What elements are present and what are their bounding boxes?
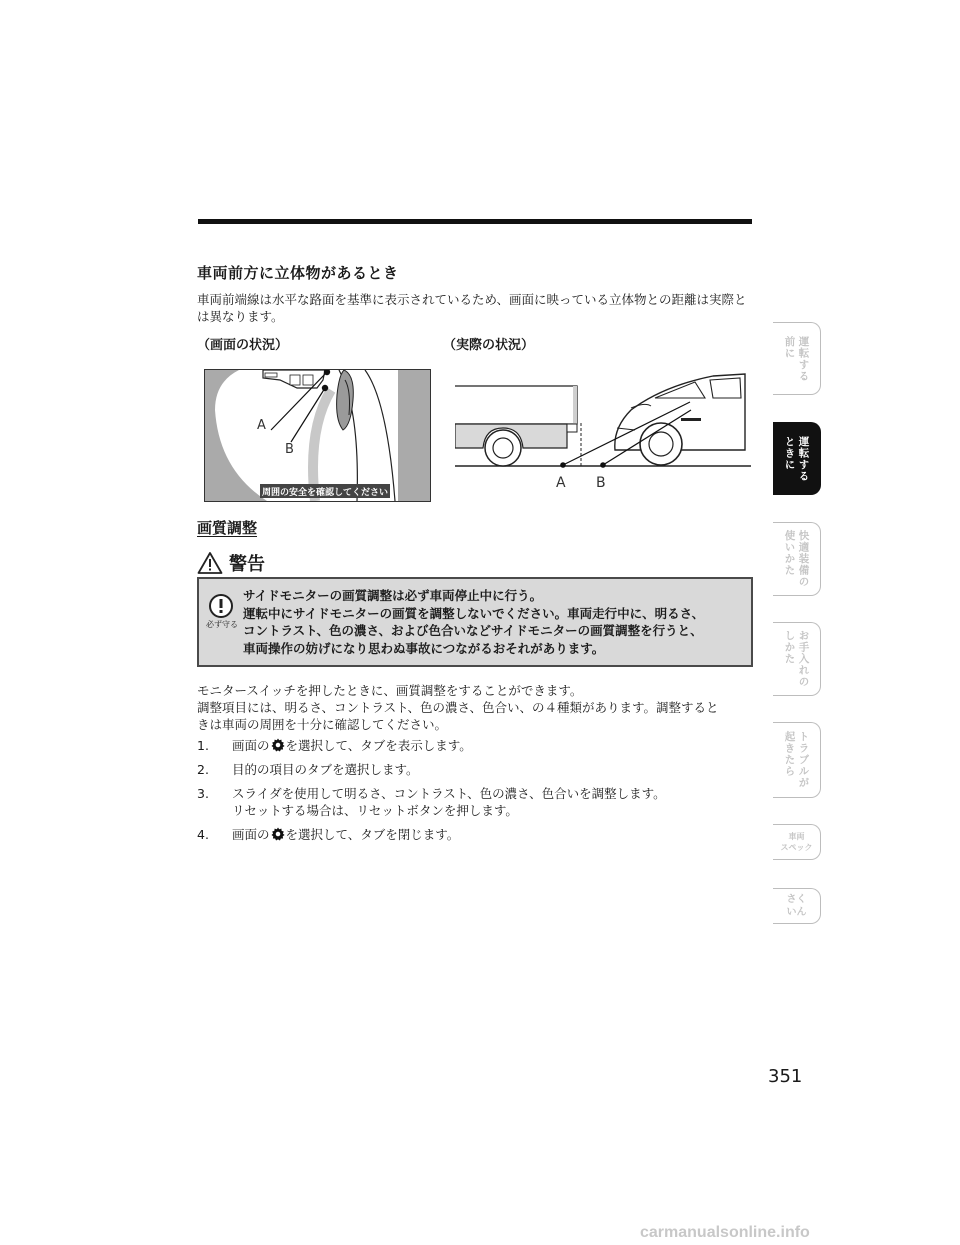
point-b-marker (322, 385, 328, 391)
tab-troubleshooting[interactable] (773, 722, 821, 798)
tab-before-driving[interactable] (773, 322, 821, 395)
tab-label: 車両 (788, 832, 805, 841)
step-item (197, 737, 757, 754)
tab-maintenance[interactable] (773, 622, 821, 696)
tab-label: スペック (780, 843, 813, 852)
step-number: 1. (197, 738, 209, 753)
tab-specifications[interactable] (773, 824, 821, 860)
must-obey-label: 必ず守る (206, 620, 238, 629)
description-line: モニタースイッチを押したときに、画質調整をすることができます。 (197, 683, 583, 698)
actual-point-a-marker (560, 462, 566, 468)
warning-header (197, 550, 265, 576)
tab-label: 使いかた (783, 530, 796, 577)
step-item (197, 785, 757, 819)
watermark: carmanualsonline.info (640, 1224, 810, 1241)
step-number: 2. (197, 762, 209, 777)
screen-label-b: B (285, 442, 294, 457)
image-adjust-heading: 画質調整 (197, 519, 258, 537)
tab-label: 起きたら (783, 731, 796, 778)
monitor-screen-illustration (204, 369, 431, 502)
warning-text (243, 587, 748, 657)
adjust-description (197, 682, 757, 733)
screen-banner-text: 周囲の安全を確認してください (261, 488, 389, 498)
procedure-steps (197, 737, 757, 850)
actual-figure-caption: （実際の状況） (443, 338, 535, 353)
gear-icon (271, 827, 285, 841)
warning-box (197, 577, 753, 667)
tab-label: トラブルが (797, 731, 810, 789)
step-text: 目的の項目のタブを選択します。 (232, 762, 419, 777)
warning-label: 警告 (229, 554, 265, 575)
section-title: 車両前方に立体物があるとき (197, 264, 399, 282)
step-text: 画面の (232, 827, 270, 842)
step-number: 4. (197, 827, 209, 842)
step-number: 3. (197, 786, 209, 801)
step-text: 画面の (232, 738, 270, 753)
page-number: 351 (768, 1066, 803, 1087)
tab-comfort-features[interactable] (773, 522, 821, 596)
monitor-screen-drawing (205, 370, 430, 501)
warning-triangle-icon (197, 551, 223, 575)
screen-figure-caption: （画面の状況） (197, 338, 289, 353)
screen-label-a: A (257, 418, 266, 433)
step-text: スライダを使用して明るさ、コントラスト、色の濃さ、色合いを調整します。 (232, 786, 666, 801)
warning-line: サイドモニターの画質調整は必ず車両停止中に行う。 (243, 588, 543, 603)
tab-label: 運転する (797, 435, 810, 482)
tab-label: しかた (783, 630, 796, 665)
exclamation-icon (209, 594, 233, 618)
section-rule (198, 219, 752, 224)
gear-icon (271, 738, 285, 752)
actual-label-b: B (596, 475, 606, 491)
tab-label: いん (786, 907, 807, 918)
warning-line: 車両操作の妨げになり思わぬ事故につながるおそれがあります。 (243, 640, 605, 656)
tab-label: 運転する (797, 335, 810, 382)
tab-while-driving[interactable] (773, 422, 821, 495)
warning-line: 運転中にサイドモニターの画質を調整しないでください。車両走行中に、明るさ、 (243, 605, 705, 621)
step-text: を選択して、タブを閉じます。 (285, 827, 460, 842)
actual-situation-drawing (455, 368, 751, 494)
description-line: 調整項目には、明るさ、コントラスト、色の濃さ、色合い、の４種類があります。調整すると (197, 700, 719, 715)
tab-label: お手入れの (797, 630, 810, 688)
description-line: きは車両の周囲を十分に確認してください。 (197, 717, 448, 732)
intro-paragraph: 車両前端線は水平な路面を基準に表示されているため、画面に映っている立体物との距離は実際とは異なります。 (197, 292, 747, 324)
step-text: リセットする場合は、リセットボタンを押します。 (232, 803, 518, 818)
tab-index[interactable] (773, 888, 821, 924)
tab-label: ときに (783, 435, 796, 470)
step-item (197, 826, 757, 843)
tab-label: 前に (783, 335, 796, 359)
actual-label-a: A (556, 475, 566, 491)
warning-line: コントラスト、色の濃さ、および色合いなどサイドモニターの画質調整を行うと、 (243, 623, 703, 638)
step-text: を選択して、タブを表示します。 (285, 738, 472, 753)
step-item (197, 761, 757, 778)
actual-point-b-marker (600, 462, 606, 468)
tab-label: さく (786, 894, 807, 905)
tab-label: 快適装備の (797, 530, 810, 588)
actual-situation-illustration (455, 368, 751, 494)
